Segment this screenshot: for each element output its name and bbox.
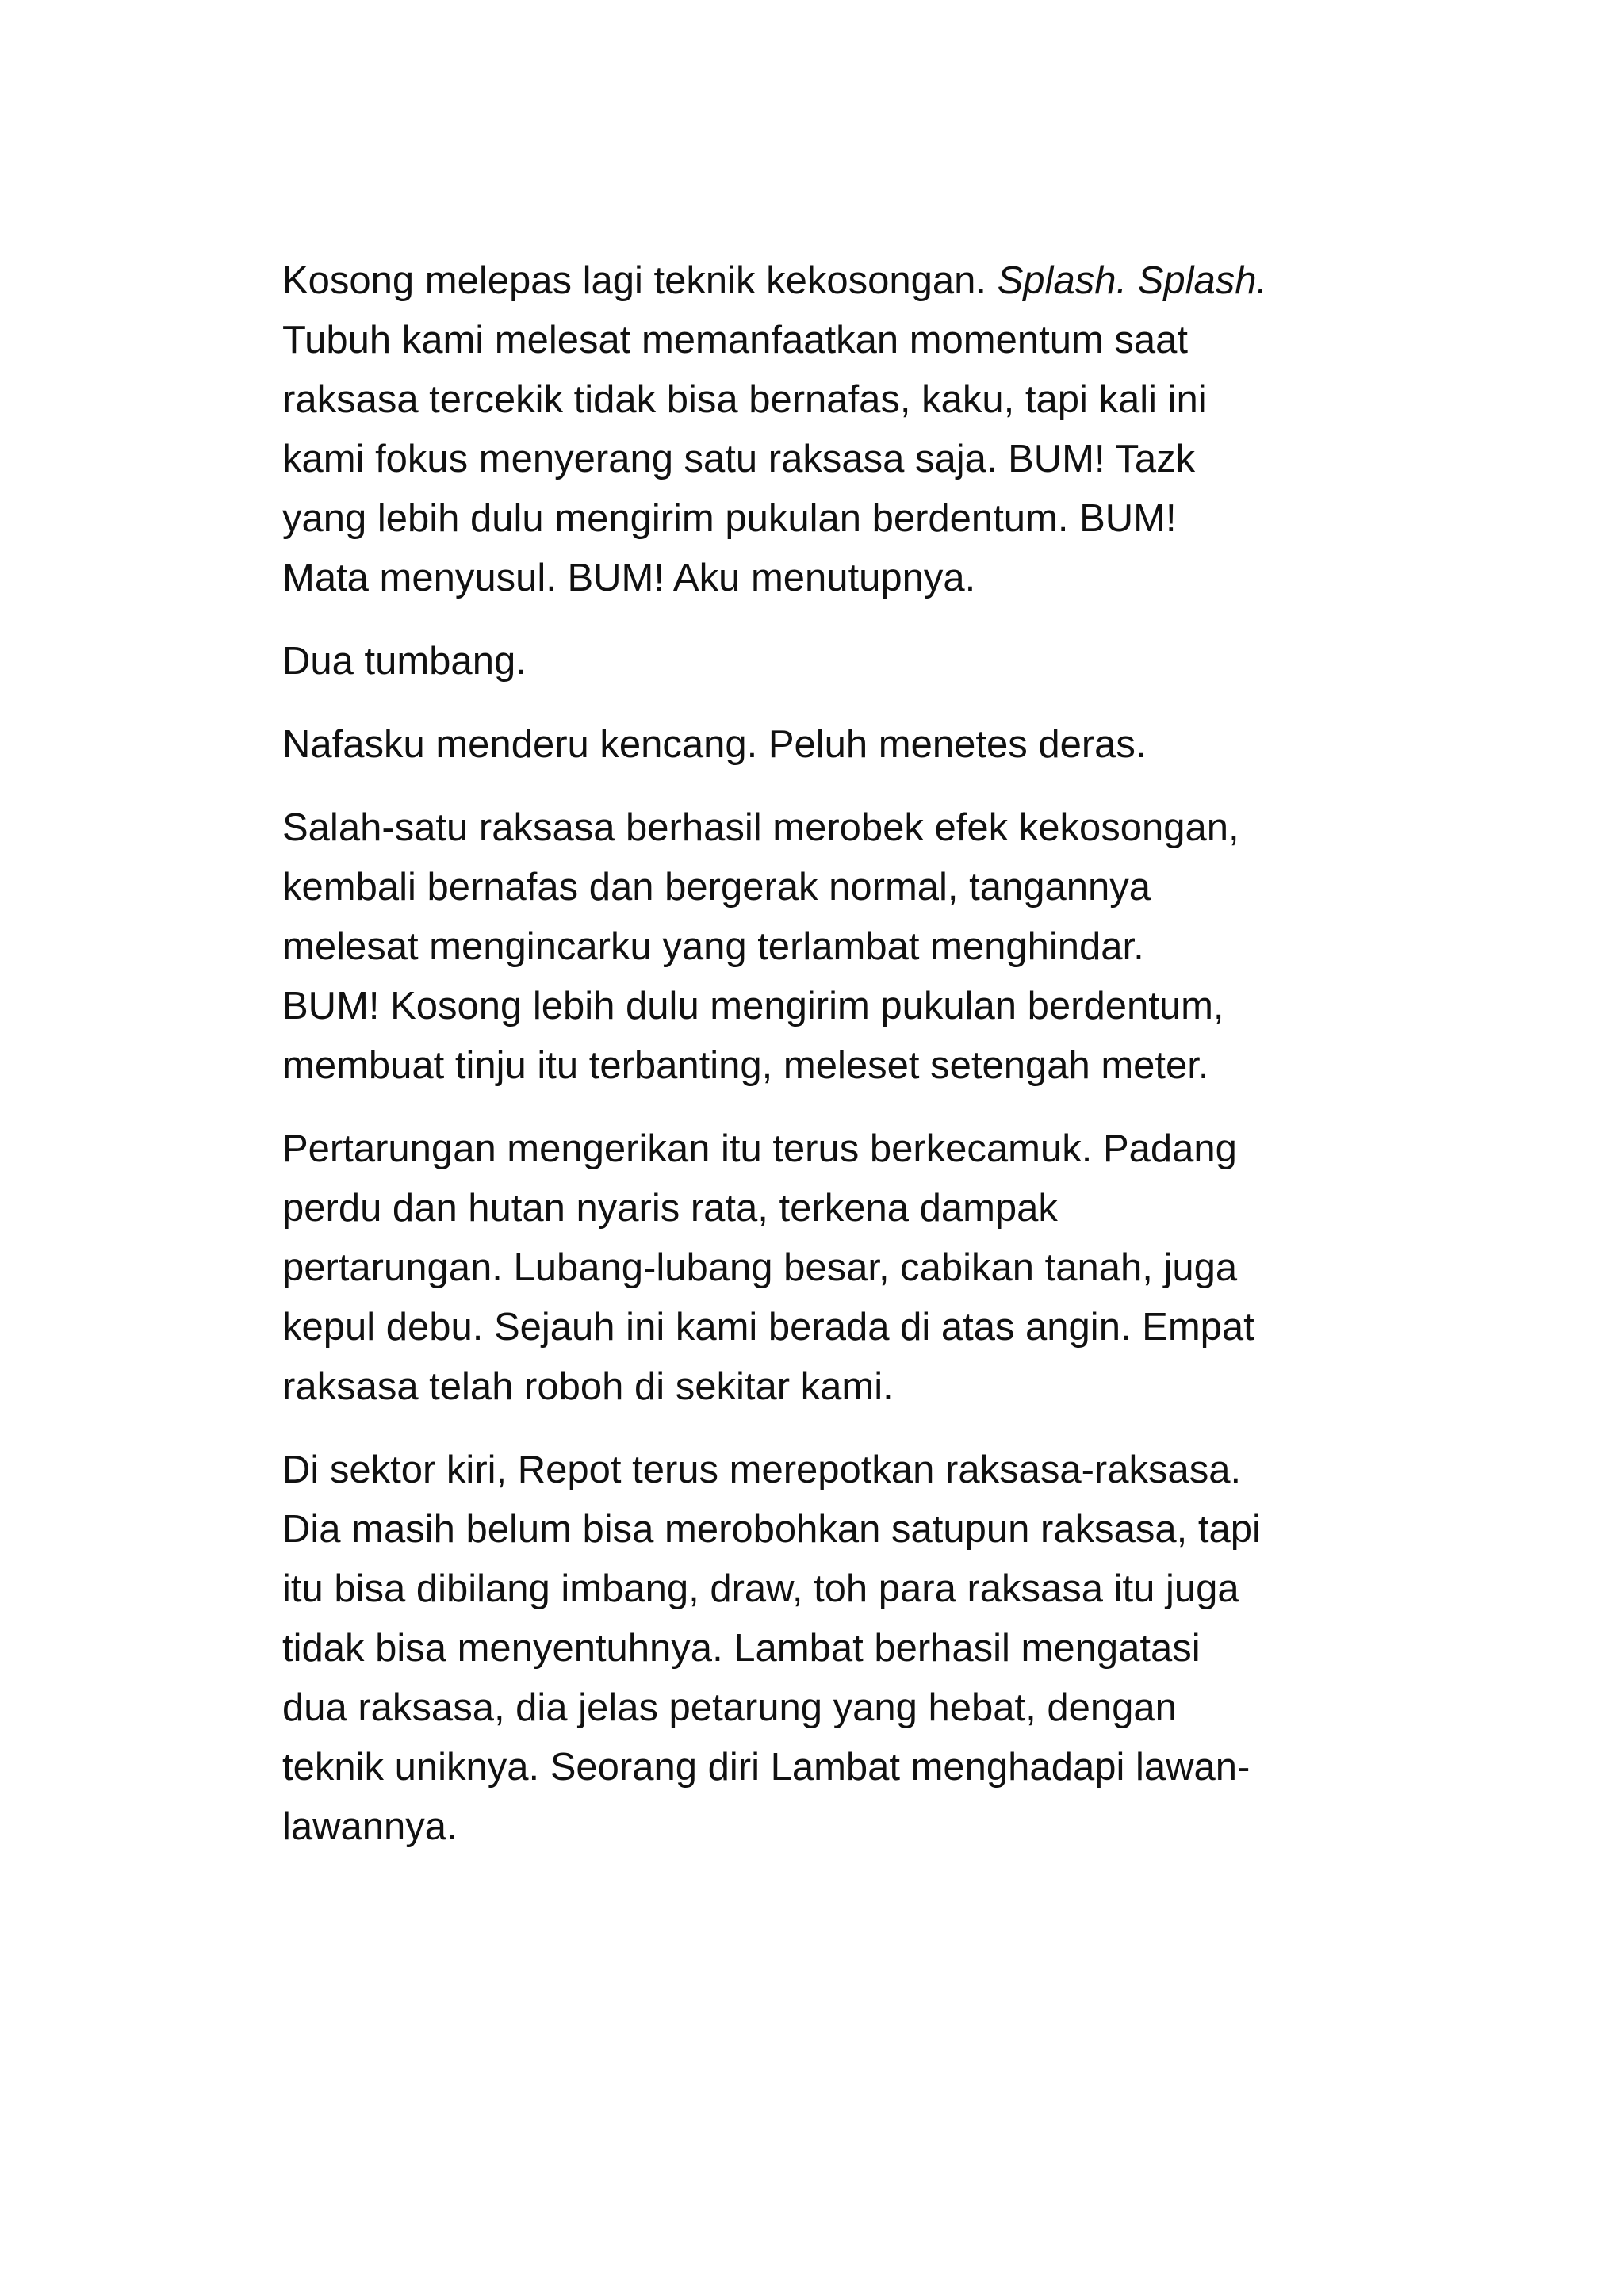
text-line: Mata menyusul. BUM! Aku menutupnya. <box>282 557 976 599</box>
text-line: yang lebih dulu mengirim pukulan berdentum. BUM! <box>282 497 1177 540</box>
text-line: Di sektor kiri, Repot terus merepotkan raksasa-raksasa. <box>282 1448 1242 1491</box>
text-line: Salah-satu raksasa berhasil merobek efek kekosongan, <box>282 806 1239 849</box>
text-line: Dua tumbang. <box>282 640 527 683</box>
text-line: perdu dan hutan nyaris rata, terkena dampak <box>282 1187 1058 1230</box>
paragraph-2 <box>282 632 1385 691</box>
text-line: teknik uniknya. Seorang diri Lambat menghadapi lawan- <box>282 1746 1251 1789</box>
text-line: kami fokus menyerang satu raksasa saja. BUM! Tazk <box>282 438 1196 480</box>
text-line: Nafasku menderu kencang. Peluh menetes deras. <box>282 723 1147 766</box>
text-line: lawannya. <box>282 1805 458 1848</box>
text-line: itu bisa dibilang imbang, draw, toh para raksasa itu juga <box>282 1567 1239 1610</box>
paragraph-5 <box>282 1119 1385 1417</box>
text-line: kepul debu. Sejauh ini kami berada di atas angin. Empat <box>282 1306 1254 1349</box>
text-line: Kosong melepas lagi teknik kekosongan. Splash. Splash. <box>282 259 1268 302</box>
text-line: dua raksasa, dia jelas petarung yang hebat, dengan <box>282 1686 1177 1729</box>
text-line: membuat tinju itu terbanting, meleset setengah meter. <box>282 1044 1209 1087</box>
text-line: Dia masih belum bisa merobohkan satupun raksasa, tapi <box>282 1508 1261 1551</box>
paragraph-1 <box>282 251 1385 608</box>
text-line: pertarungan. Lubang-lubang besar, cabikan tanah, juga <box>282 1246 1238 1289</box>
paragraph-6 <box>282 1441 1385 1857</box>
italic-sound-effect: Splash. Splash. <box>997 259 1268 302</box>
text-line: melesat mengincarku yang terlambat menghindar. <box>282 925 1144 968</box>
text-line: Pertarungan mengerikan itu terus berkecamuk. Padang <box>282 1127 1237 1170</box>
body-text <box>282 251 1385 1881</box>
text-line: raksasa tercekik tidak bisa bernafas, kaku, tapi kali ini <box>282 378 1207 421</box>
text-line: kembali bernafas dan bergerak normal, tangannya <box>282 866 1151 909</box>
paragraph-3 <box>282 715 1385 775</box>
paragraph-4 <box>282 798 1385 1096</box>
text-line: raksasa telah roboh di sekitar kami. <box>282 1365 894 1408</box>
text-line: BUM! Kosong lebih dulu mengirim pukulan berdentum, <box>282 985 1224 1027</box>
text-line: Tubuh kami melesat memanfaatkan momentum saat <box>282 319 1189 362</box>
text-line: tidak bisa menyentuhnya. Lambat berhasil mengatasi <box>282 1627 1201 1670</box>
